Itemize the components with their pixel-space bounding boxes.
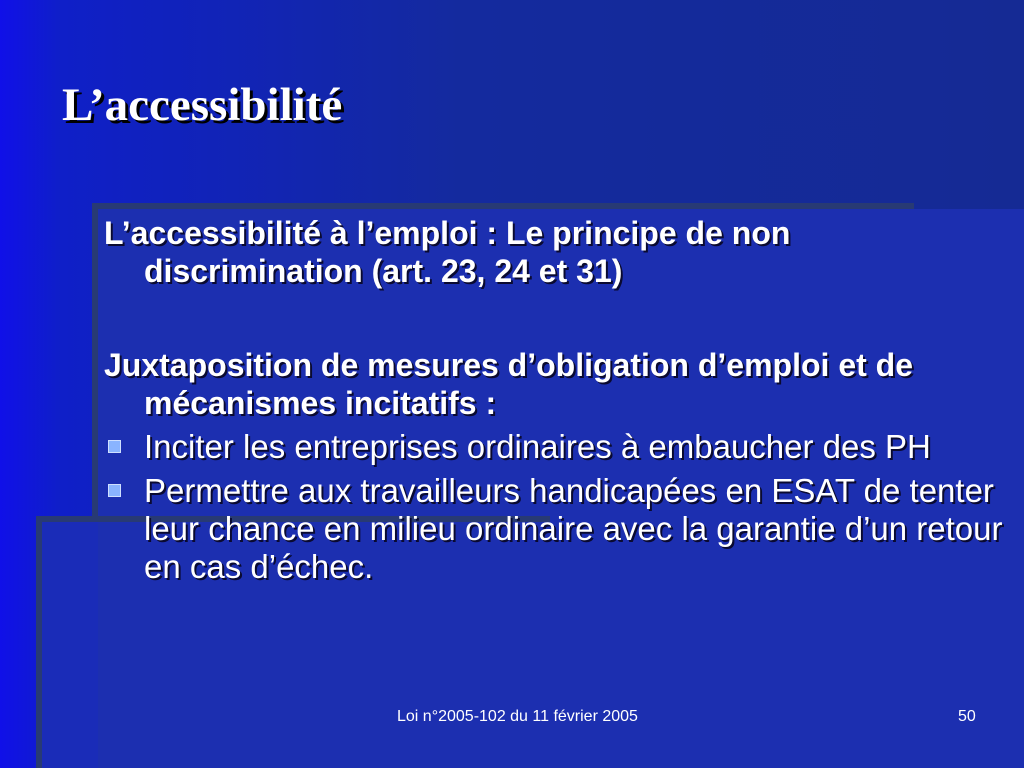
paragraph-accessibility: L’accessibilité à l’emploi : Le principe de non discrimination (art. 23, 24 et 31) (104, 215, 791, 289)
square-bullet-icon (108, 440, 121, 453)
paragraph-spacer (104, 290, 1004, 346)
slide-title: L’accessibilité (62, 79, 343, 131)
slide-content (104, 214, 1004, 586)
bullet-text: Permettre aux travailleurs handicapées en ESAT de tenter leur chance en milieu ordinaire avec la garantie d’un retour en cas d’échec. (144, 472, 1003, 585)
bullet-item-inciter (104, 428, 1004, 466)
square-bullet-icon (108, 484, 121, 497)
page-number: 50 (958, 708, 976, 725)
bullet-text: Inciter les entreprises ordinaires à embaucher des PH (144, 428, 931, 465)
secondary-panel (42, 522, 98, 768)
paragraph-juxtaposition: Juxtaposition de mesures d’obligation d’emploi et de mécanismes incitatifs : (104, 347, 913, 421)
bullet-item-permettre (104, 472, 1004, 586)
slide-footer: Loi n°2005-102 du 11 février 2005 (397, 708, 638, 725)
